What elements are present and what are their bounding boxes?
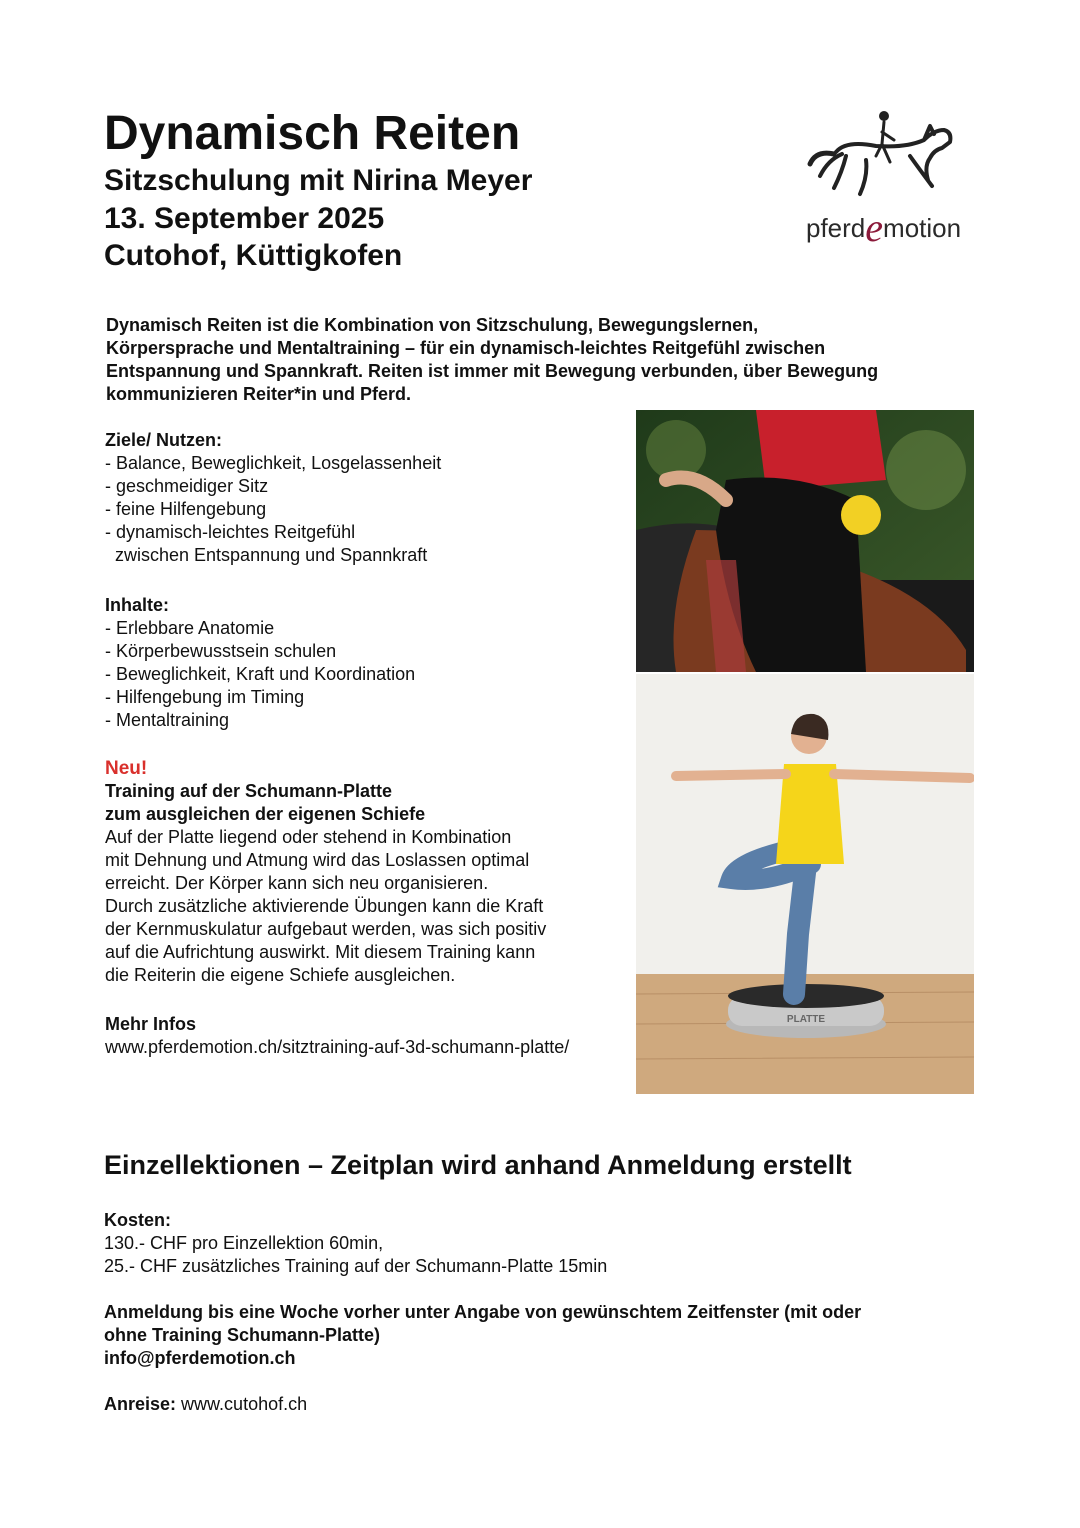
list-item: - Erlebbare Anatomie [105,618,275,638]
more-info-link[interactable]: www.pferdemotion.ch/sitztraining-auf-3d-schumann-platte/ [105,1037,570,1057]
logo-text-post: motion [883,213,962,243]
registration-line: Anmeldung bis eine Woche vorher unter Angabe von gewünschtem Zeitfenster (mit oder [104,1302,862,1322]
travel-link[interactable]: www.cutohof.ch [181,1394,308,1414]
horse-rider-icon [806,104,976,204]
rider-saddle-image [636,410,974,672]
cost-line: 130.- CHF pro Einzellektion 60min, [104,1233,384,1253]
intro-paragraph [106,314,986,406]
travel-line [104,1393,984,1416]
body-line: erreicht. Der Körper kann sich neu organisieren. [105,873,489,893]
list-item: - Körperbewusstsein schulen [105,641,337,661]
costs-section [104,1209,984,1416]
travel-label: Anreise: [104,1394,177,1414]
contents-heading: Inhalte: [105,595,170,615]
body-line: die Reiterin die eigene Schiefe ausgleichen. [105,965,456,985]
contents-section [105,594,625,732]
rider-saddle-photo [636,410,974,672]
new-training-section [105,757,625,987]
list-item: - Beweglichkeit, Kraft und Koordination [105,664,416,684]
list-item: - Hilfengebung im Timing [105,687,305,707]
costs-heading: Kosten: [104,1210,171,1230]
platform-balance-photo [636,674,974,1094]
page-title: Dynamisch Reiten [104,107,521,160]
body-line: der Kernmuskulatur aufgebaut werden, was sich positiv [105,919,547,939]
new-section-heading: Training auf der Schumann-Platte [105,781,393,801]
list-item: zwischen Entspannung und Spannkraft [105,545,428,565]
goals-section [105,429,625,567]
intro-line: kommunizieren Reiter*in und Pferd. [106,384,412,404]
page-subtitle: Sitzschulung mit Nirina Meyer [104,164,533,197]
cost-line: 25.- CHF zusätzliches Training auf der Schumann-Platte 15min [104,1256,608,1276]
intro-line: Körpersprache und Mentaltraining – für ein dynamisch-leichtes Reitgefühl zwischen [106,338,826,358]
more-info-heading: Mehr Infos [105,1014,197,1034]
registration-line: ohne Training Schumann-Platte) [104,1325,381,1345]
intro-line: Entspannung und Spannkraft. Reiten ist immer mit Bewegung verbunden, über Bewegung [106,361,879,381]
body-line: Auf der Platte liegend oder stehend in Kombination [105,827,512,847]
more-info-section [105,1013,625,1059]
registration-email[interactable]: info@pferdemotion.ch [104,1348,296,1368]
body-line: auf die Aufrichtung auswirkt. Mit diesem Training kann [105,942,536,962]
pferdemotion-logo [806,104,976,250]
new-badge: Neu! [105,758,148,779]
logo-text-pre: pferd [806,213,866,243]
logo-wordmark [806,200,962,250]
body-line: mit Dehnung und Atmung wird das Loslassen optimal [105,850,530,870]
platform-label: PLATTE [786,1014,826,1025]
new-section-heading: zum ausgleichen der eigenen Schiefe [105,804,426,824]
list-item: - feine Hilfengebung [105,499,267,519]
balance-exercise-image [636,674,974,1094]
body-line: Durch zusätzliche aktivierende Übungen kann die Kraft [105,896,544,916]
list-item: - Balance, Beweglichkeit, Losgelassenheit [105,453,442,473]
intro-line: Dynamisch Reiten ist die Kombination von Sitzschulung, Bewegungslernen, [106,315,759,335]
list-item: - dynamisch-leichtes Reitgefühl [105,522,356,542]
list-item: - Mentaltraining [105,710,230,730]
event-date: 13. September 2025 [104,202,385,235]
list-item: - geschmeidiger Sitz [105,476,269,496]
logo-text-e: e [865,205,884,250]
goals-heading: Ziele/ Nutzen: [105,430,223,450]
event-location: Cutohof, Küttigkofen [104,239,403,272]
schedule-heading: Einzellektionen – Zeitplan wird anhand Anmeldung erstellt [104,1150,852,1180]
